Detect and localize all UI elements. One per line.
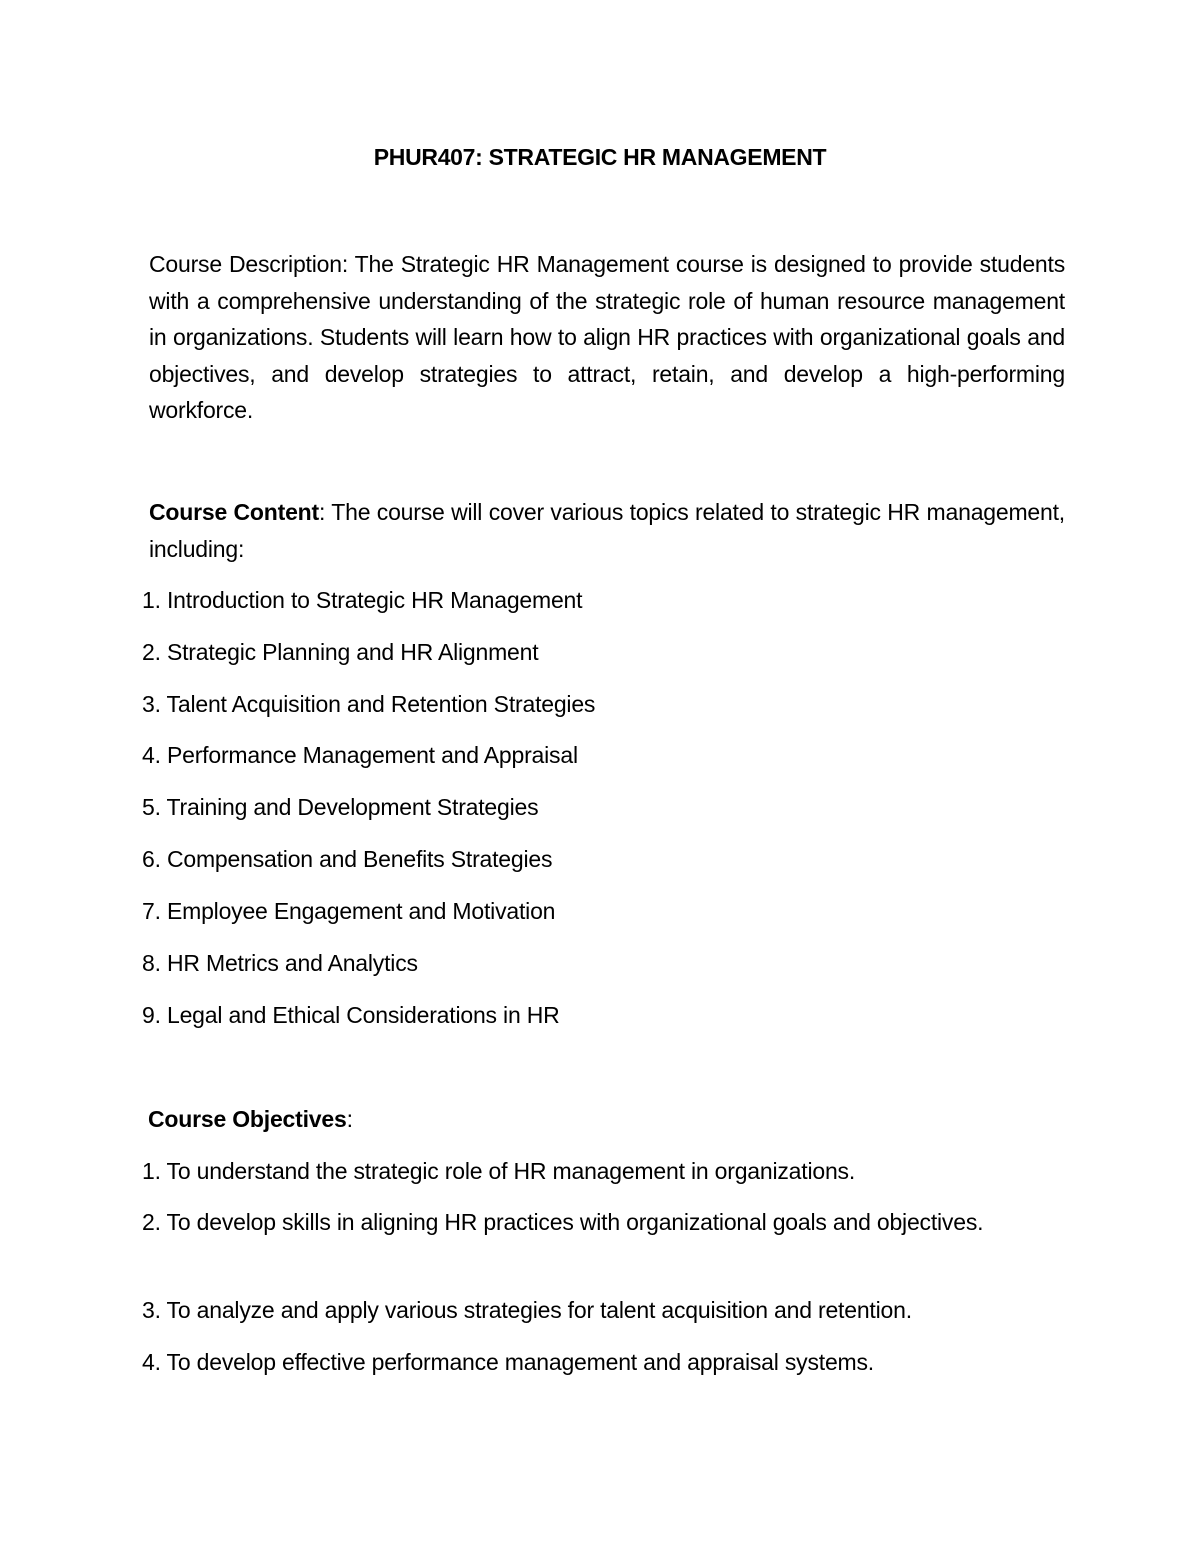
course-objectives-label: Course Objectives	[148, 1106, 347, 1132]
content-item-6: 6. Compensation and Benefits Strategies	[142, 846, 553, 872]
content-item-9: 9. Legal and Ethical Considerations in HR	[142, 1002, 560, 1028]
content-item-3: 3. Talent Acquisition and Retention Strategies	[142, 691, 596, 717]
objective-item-1: 1. To understand the strategic role of HR management in organizations.	[142, 1158, 856, 1184]
content-item-4: 4. Performance Management and Appraisal	[142, 742, 578, 768]
page-title: PHUR407: STRATEGIC HR MANAGEMENT	[373, 144, 827, 170]
objective-item-4: 4. To develop effective performance management and appraisal systems.	[142, 1349, 874, 1375]
objective-item-3: 3. To analyze and apply various strategies for talent acquisition and retention.	[142, 1297, 912, 1323]
content-item-1: 1. Introduction to Strategic HR Management	[142, 587, 583, 613]
content-item-7: 7. Employee Engagement and Motivation	[142, 898, 556, 924]
course-content-intro	[142, 494, 1065, 567]
course-content-label: Course Content	[149, 499, 319, 525]
content-item-2: 2. Strategic Planning and HR Alignment	[142, 639, 539, 665]
course-description: Course Description: The Strategic HR Management course is designed to provide students with a comprehensive understanding of the strategic role of human resource management in organizations. Students will learn how to align HR practices with organizational goals and objectives, and develop strategies to attract, retain, and develop a high-performing workforce.	[149, 251, 1065, 423]
content-item-5: 5. Training and Development Strategies	[142, 794, 539, 820]
course-objectives-heading	[142, 1104, 1064, 1134]
objective-item-2: 2. To develop skills in aligning HR practices with organizational goals and objectives.	[142, 1209, 984, 1235]
course-content-text: : The course will cover various topics related to strategic HR management, including:	[149, 499, 1065, 562]
content-item-8: 8. HR Metrics and Analytics	[142, 950, 418, 976]
course-objectives-suffix: :	[346, 1106, 353, 1132]
